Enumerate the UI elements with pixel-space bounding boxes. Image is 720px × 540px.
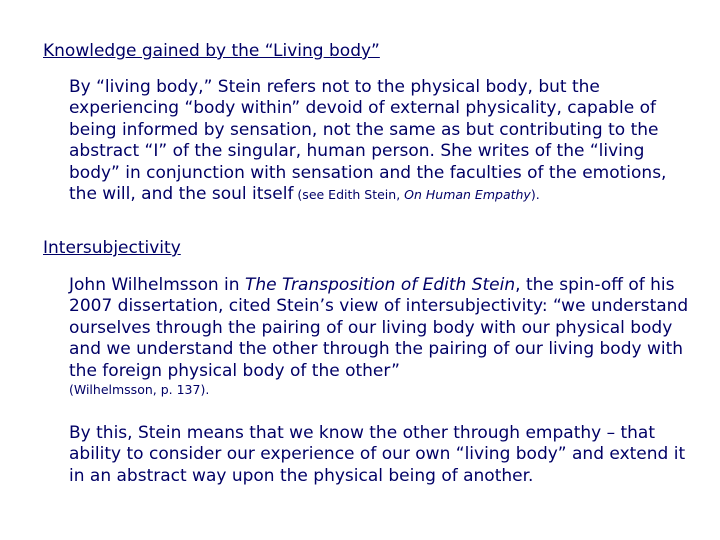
- paragraph-intro: John Wilhelmsson in: [69, 275, 245, 295]
- citation-prefix: (see Edith Stein,: [293, 187, 405, 203]
- section-heading-intersubjectivity: Intersubjectivity: [43, 238, 181, 258]
- book-title: The Transposition of Edith Stein: [244, 275, 516, 295]
- intersubjectivity-quote: , the spin-off of his 2007 dissertation, cited Stein’s view of intersubjectivity: “we understand ourselves through the pairing of our living body with our physical body and we understand the other through the pairing of our living body with the foreign physical body of the other”: [69, 275, 689, 381]
- living-body-paragraph: [69, 77, 689, 205]
- citation-title: On Human Empathy: [404, 187, 531, 203]
- citation-suffix: ).: [530, 187, 540, 203]
- wilhelmsson-citation: (Wilhelmsson, p. 137).: [69, 382, 210, 397]
- living-body-text: By “living body,” Stein refers not to the physical body, but the experiencing “body within” devoid of external physicality, capable of being informed by sensation, not the same as but contributing to the abstract “I” of the singular, human person. She writes of the “living body” in conjunction with sensation and the faculties of the emotions, the will, and the soul itself: [69, 77, 667, 205]
- intersubjectivity-paragraph: [69, 275, 689, 382]
- empathy-paragraph: By this, Stein means that we know the other through empathy – that ability to consider our experience of our own “living body” and extend it in an abstract way upon the physical being of another.: [69, 423, 686, 486]
- section-heading-living-body: Knowledge gained by the “Living body”: [43, 41, 380, 61]
